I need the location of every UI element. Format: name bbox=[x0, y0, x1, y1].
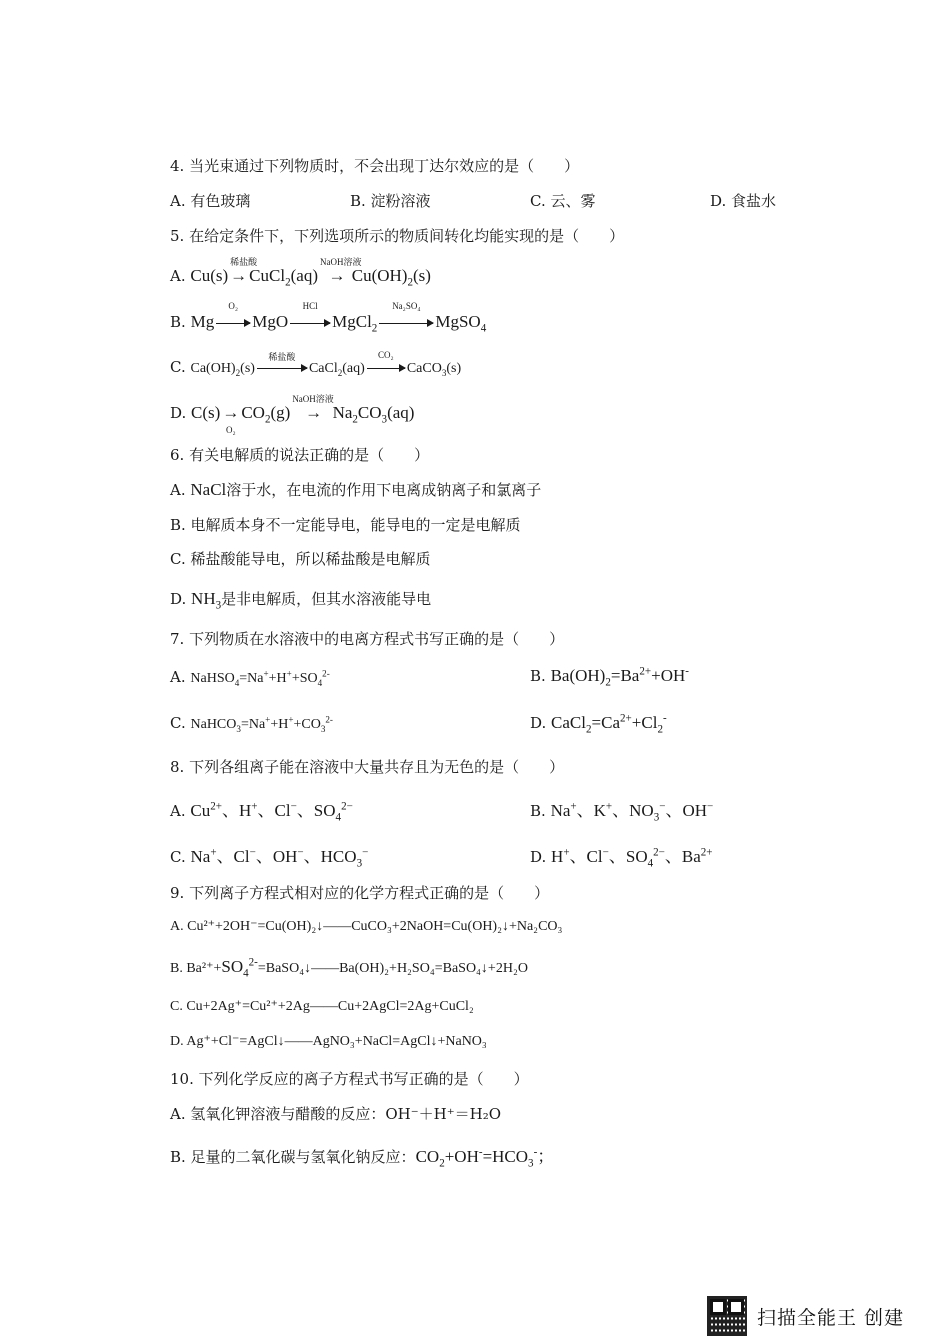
q7-b-formula: $Ba(OH)_2=Ba^{2+}+OH^-$ bbox=[550, 665, 689, 689]
q9-option-b bbox=[170, 956, 528, 980]
q7-c-formula: $NaHCO_3=Na^++H^++CO_3^{2-}$ bbox=[190, 714, 333, 734]
q6-stem: 6. 有关电解质的说法正确的是（ ） bbox=[170, 446, 430, 464]
q4-option-a: A. 有色玻璃 bbox=[170, 192, 251, 210]
q5-d-arrow1-label: O₂ bbox=[226, 425, 236, 435]
q5-stem: 5. 在给定条件下，下列选项所示的物质间转化均能实现的是（ ） bbox=[170, 227, 625, 245]
q4-option-d: D. 食盐水 bbox=[710, 192, 777, 210]
q7-stem: 7. 下列物质在水溶液中的电离方程式书写正确的是（ ） bbox=[170, 630, 565, 648]
q5-option-d bbox=[170, 394, 415, 435]
q7-c-label: C. bbox=[170, 714, 186, 732]
scanner-watermark bbox=[707, 1296, 904, 1336]
q5-d-arrow2-label: NaOH溶液 bbox=[292, 394, 334, 404]
q5-d-label: D. bbox=[170, 404, 187, 422]
q8-c-label: C. bbox=[170, 848, 186, 866]
q5-b-label: B. bbox=[170, 313, 186, 331]
q5-b-arrow1-label: O₂ bbox=[228, 301, 239, 311]
q7-d-label: D. bbox=[530, 714, 547, 732]
q8-a-formula: $Cu^{2+}$、H+、Cl−、$SO_4^{2-}$ bbox=[190, 800, 353, 824]
q5-a-arrow2-label: NaOH溶液 bbox=[319, 257, 362, 267]
q5-a-label: A. bbox=[170, 267, 186, 285]
q5-c-label: C. bbox=[170, 358, 186, 376]
q6-option-b: B. 电解质本身不一定能导电，能导电的一定是电解质 bbox=[170, 516, 521, 534]
q5-c-arrow1-label: 稀盐酸 bbox=[268, 352, 296, 362]
qr-code-icon bbox=[707, 1296, 747, 1336]
q5-b-formula: Mg O₂ MgO HCl MgCl$_2$ Na₂SO₄ MgSO$_4$ bbox=[190, 301, 487, 335]
q6-a-label: A. bbox=[170, 481, 186, 499]
q10-stem: 10. 下列化学反应的离子方程式书写正确的是（ ） bbox=[170, 1070, 529, 1088]
q5-option-a bbox=[170, 257, 431, 289]
q7-option-c bbox=[170, 714, 333, 733]
q7-option-b bbox=[530, 665, 689, 689]
q10-option-b bbox=[170, 1142, 555, 1170]
q8-b-formula: Na+、K+、$NO_3^-$、OH− bbox=[550, 800, 714, 824]
q8-c-formula: Na+、Cl−、OH−、$HCO_3^-$ bbox=[190, 846, 369, 870]
q6-d-text: 是非电解质，但其水溶液能导电 bbox=[221, 590, 432, 608]
q8-b-label: B. bbox=[530, 802, 546, 820]
q5-b-arrow2-label: HCl bbox=[302, 301, 318, 311]
q6-a-formula: NaCl bbox=[190, 480, 227, 499]
q9-option-c: C. Cu+2Ag⁺=Cu²⁺+2Ag——Cu+2AgCl=2Ag+CuCl₂ bbox=[170, 999, 474, 1014]
q9-b-post: =BaSO₄↓——Ba(OH)₂+H₂SO₄=BaSO₄↓+2H₂O bbox=[257, 961, 528, 976]
q7-d-formula: $CaCl_2=Ca^{2+}+Cl_2^-$ bbox=[551, 712, 667, 736]
q9-b-pre: B. Ba²⁺+ bbox=[170, 961, 222, 976]
q9-option-a: A. Cu²⁺+2OH⁻=Cu(OH)₂↓——CuCO₃+2NaOH=Cu(OH)₂↓+Na₂CO₃ bbox=[170, 919, 563, 934]
q9-b-sulfate: $SO_4^{2-}$ bbox=[221, 956, 258, 980]
q7-option-a bbox=[170, 668, 330, 687]
q5-b-arrow3-label: Na₂SO₄ bbox=[392, 301, 421, 311]
q8-d-formula: H+、Cl−、$SO_4^{2-}$、$Ba^{2+}$ bbox=[551, 846, 713, 870]
q7-option-d bbox=[530, 712, 667, 736]
q8-option-d bbox=[530, 842, 713, 870]
q4-stem: 4. 当光束通过下列物质时，不会出现丁达尔效应的是（ ） bbox=[170, 157, 580, 175]
q6-option-a bbox=[170, 479, 541, 500]
q7-b-label: B. bbox=[530, 667, 546, 685]
q5-d-formula: C(s) → O₂ $CO_2(g)$ NaOH溶液 → $Na_2CO_3(aq)$ bbox=[191, 394, 415, 435]
q6-d-formula: $NH_3$ bbox=[191, 589, 222, 612]
q5-c-arrow2-label: CO₂ bbox=[377, 350, 394, 360]
q4-option-c: C. 云、雾 bbox=[530, 192, 596, 210]
q6-option-c: C. 稀盐酸能导电，所以稀盐酸是电解质 bbox=[170, 550, 431, 568]
q7-a-label: A. bbox=[170, 668, 186, 686]
q5-option-b bbox=[170, 301, 487, 335]
q6-a-text: 溶于水，在电流的作用下电离成钠离子和氯离子 bbox=[226, 481, 542, 499]
q8-option-a bbox=[170, 796, 353, 824]
q8-option-c bbox=[170, 842, 369, 870]
q10-b-formula: $CO_2+OH^-=HCO_3^-$； bbox=[415, 1146, 555, 1170]
q7-a-formula: $NaHSO_4=Na^++H^++SO_4^{2-}$ bbox=[190, 668, 330, 688]
q10-b-text: B. 足量的二氧化碳与氢氧化钠反应： bbox=[170, 1148, 416, 1166]
q8-option-b bbox=[530, 796, 714, 824]
q9-option-d: D. Ag⁺+Cl⁻=AgCl↓——AgNO₃+NaCl=AgCl↓+NaNO₃ bbox=[170, 1034, 487, 1049]
q9-stem: 9. 下列离子方程式相对应的化学方程式正确的是（ ） bbox=[170, 884, 550, 902]
q8-a-label: A. bbox=[170, 802, 186, 820]
q4-option-b: B. 淀粉溶液 bbox=[350, 192, 431, 210]
q8-stem: 8. 下列各组离子能在溶液中大量共存且为无色的是（ ） bbox=[170, 758, 565, 776]
q5-a-arrow1-label: 稀盐酸 bbox=[230, 257, 258, 267]
q5-option-c bbox=[170, 350, 462, 378]
q5-c-formula: $Ca(OH)_2(s)$ 稀盐酸 CaCl$_2$(aq) CO₂ CaCO$_3$(s) bbox=[190, 350, 462, 378]
q6-d-label: D. bbox=[170, 590, 187, 608]
q6-option-d bbox=[170, 588, 432, 612]
q8-d-label: D. bbox=[530, 848, 547, 866]
watermark-text: 扫描全能王 创建 bbox=[757, 1306, 905, 1329]
q10-option-a: A. 氢氧化钾溶液与醋酸的反应：OH⁻＋H⁺＝H₂O bbox=[170, 1105, 502, 1123]
q5-a-formula: Cu(s) 稀盐酸 → CuCl$_2$(aq) NaOH溶液 → $Cu(OH)_2(s)$ bbox=[190, 257, 431, 289]
